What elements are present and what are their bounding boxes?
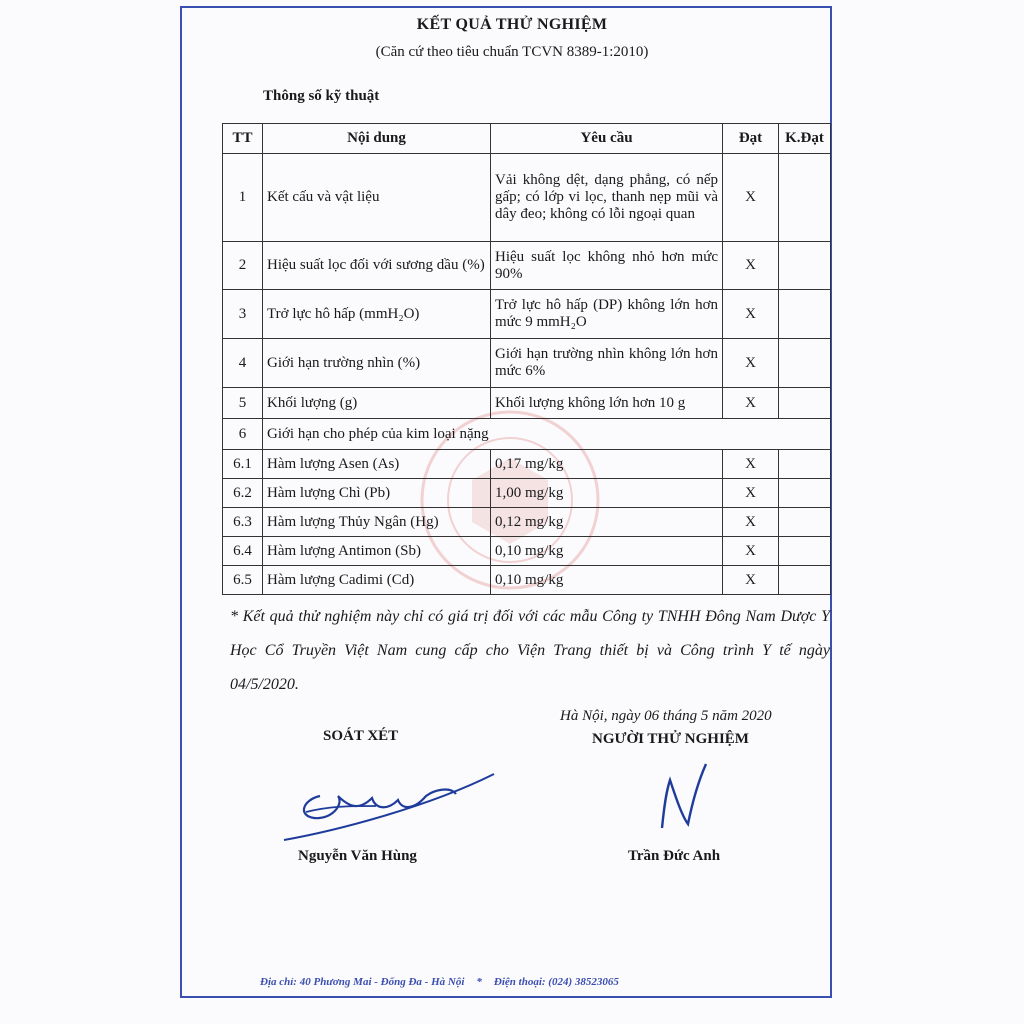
reviewer-label: SOÁT XÉT xyxy=(323,728,399,744)
cell-pass: X xyxy=(723,290,779,339)
cell-requirement: 0,12 mg/kg xyxy=(491,508,723,537)
cell-tt: 6 xyxy=(223,419,263,450)
cell-pass: X xyxy=(723,479,779,508)
validity-note: * Kết quả thử nghiệm này chỉ có giá trị đối với các mẫu Công ty TNHH Đông Nam Dược Y Học Cổ Truyền Việt Nam cung cấp cho Viện Trang thiết bị và Công trình Y tế ngày 04/5/2020. xyxy=(230,608,830,693)
table-row xyxy=(223,450,831,479)
date-line: Hà Nội, ngày 06 tháng 5 năm 2020 xyxy=(560,708,772,724)
cell-content: Hàm lượng Antimon (Sb) xyxy=(263,537,491,566)
cell-pass: X xyxy=(723,537,779,566)
header-tt: TT xyxy=(223,124,263,154)
cell-fail xyxy=(779,450,831,479)
cell-content: Hàm lượng Thủy Ngân (Hg) xyxy=(263,508,491,537)
document-title: KẾT QUẢ THỬ NGHIỆM xyxy=(416,16,608,33)
tester-signature-icon xyxy=(648,758,718,838)
cell-requirement: 0,10 mg/kg xyxy=(491,537,723,566)
cell-requirement: 0,10 mg/kg xyxy=(491,566,723,595)
cell-fail xyxy=(779,479,831,508)
cell-tt: 6.5 xyxy=(223,566,263,595)
cell-pass: X xyxy=(723,242,779,290)
cell-content: Giới hạn trường nhìn (%) xyxy=(263,339,491,388)
cell-tt: 6.4 xyxy=(223,537,263,566)
cell-fail xyxy=(779,508,831,537)
footer-phone: Điện thoại: (024) 38523065 xyxy=(493,976,619,988)
tester-name: Trần Đức Anh xyxy=(628,848,721,864)
cell-tt: 5 xyxy=(223,388,263,419)
table-header-row xyxy=(223,124,831,154)
cell-tt: 1 xyxy=(223,154,263,242)
table-row xyxy=(223,566,831,595)
section-title: Thông số kỹ thuật xyxy=(263,88,380,104)
cell-tt: 6.3 xyxy=(223,508,263,537)
table-row xyxy=(223,290,831,339)
cell-requirement: Giới hạn trường nhìn không lớn hơn mức 6% xyxy=(491,339,723,388)
spec-table xyxy=(222,123,831,595)
reviewer-name: Nguyễn Văn Hùng xyxy=(298,848,417,864)
cell-pass: X xyxy=(723,450,779,479)
cell-content: Khối lượng (g) xyxy=(263,388,491,419)
document-subtitle: (Căn cứ theo tiêu chuẩn TCVN 8389-1:2010) xyxy=(375,44,649,60)
cell-fail xyxy=(779,154,831,242)
cell-fail xyxy=(779,242,831,290)
cell-requirement: Vải không dệt, dạng phẳng, có nếp gấp; có lớp vi lọc, thanh nẹp mũi và dây đeo; không có lỗi ngoại quan xyxy=(491,154,723,242)
cell-pass: X xyxy=(723,508,779,537)
header-content: Nội dung xyxy=(263,124,491,154)
cell-pass: X xyxy=(723,339,779,388)
cell-fail xyxy=(779,339,831,388)
footer-address: Địa chỉ: 40 Phương Mai - Đống Đa - Hà Nội xyxy=(260,976,465,988)
cell-content: Hàm lượng Chì (Pb) xyxy=(263,479,491,508)
header-fail: K.Đạt xyxy=(779,124,831,154)
footer-separator: * xyxy=(476,976,482,988)
table-row xyxy=(223,339,831,388)
table-row xyxy=(223,242,831,290)
cell-content: Hàm lượng Asen (As) xyxy=(263,450,491,479)
table-row xyxy=(223,537,831,566)
cell-pass: X xyxy=(723,388,779,419)
cell-requirement: Hiệu suất lọc không nhỏ hơn mức 90% xyxy=(491,242,723,290)
table-row xyxy=(223,479,831,508)
cell-content: Trở lực hô hấp (mmH₂O) xyxy=(263,290,491,339)
cell-content: Kết cấu và vật liệu xyxy=(263,154,491,242)
cell-requirement: Trở lực hô hấp (DP) không lớn hơn mức 9 mmH₂O xyxy=(491,290,723,339)
cell-tt: 3 xyxy=(223,290,263,339)
cell-fail xyxy=(779,388,831,419)
header-pass: Đạt xyxy=(723,124,779,154)
table-row xyxy=(223,388,831,419)
header-requirement: Yêu cầu xyxy=(491,124,723,154)
cell-group-heading: Giới hạn cho phép của kim loại nặng xyxy=(263,419,831,450)
cell-fail xyxy=(779,290,831,339)
cell-fail xyxy=(779,566,831,595)
cell-requirement: 1,00 mg/kg xyxy=(491,479,723,508)
cell-requirement: 0,17 mg/kg xyxy=(491,450,723,479)
footer xyxy=(260,976,619,988)
cell-requirement: Khối lượng không lớn hơn 10 g xyxy=(491,388,723,419)
reviewer-signature-icon xyxy=(280,766,510,846)
cell-pass: X xyxy=(723,154,779,242)
cell-tt: 2 xyxy=(223,242,263,290)
cell-tt: 4 xyxy=(223,339,263,388)
cell-fail xyxy=(779,537,831,566)
table-row-group-heading xyxy=(223,419,831,450)
cell-pass: X xyxy=(723,566,779,595)
cell-content: Hiệu suất lọc đối với sương dầu (%) xyxy=(263,242,491,290)
cell-tt: 6.2 xyxy=(223,479,263,508)
table-row xyxy=(223,154,831,242)
table-row xyxy=(223,508,831,537)
cell-content: Hàm lượng Cadimi (Cd) xyxy=(263,566,491,595)
cell-tt: 6.1 xyxy=(223,450,263,479)
tester-label: NGƯỜI THỬ NGHIỆM xyxy=(592,731,749,747)
